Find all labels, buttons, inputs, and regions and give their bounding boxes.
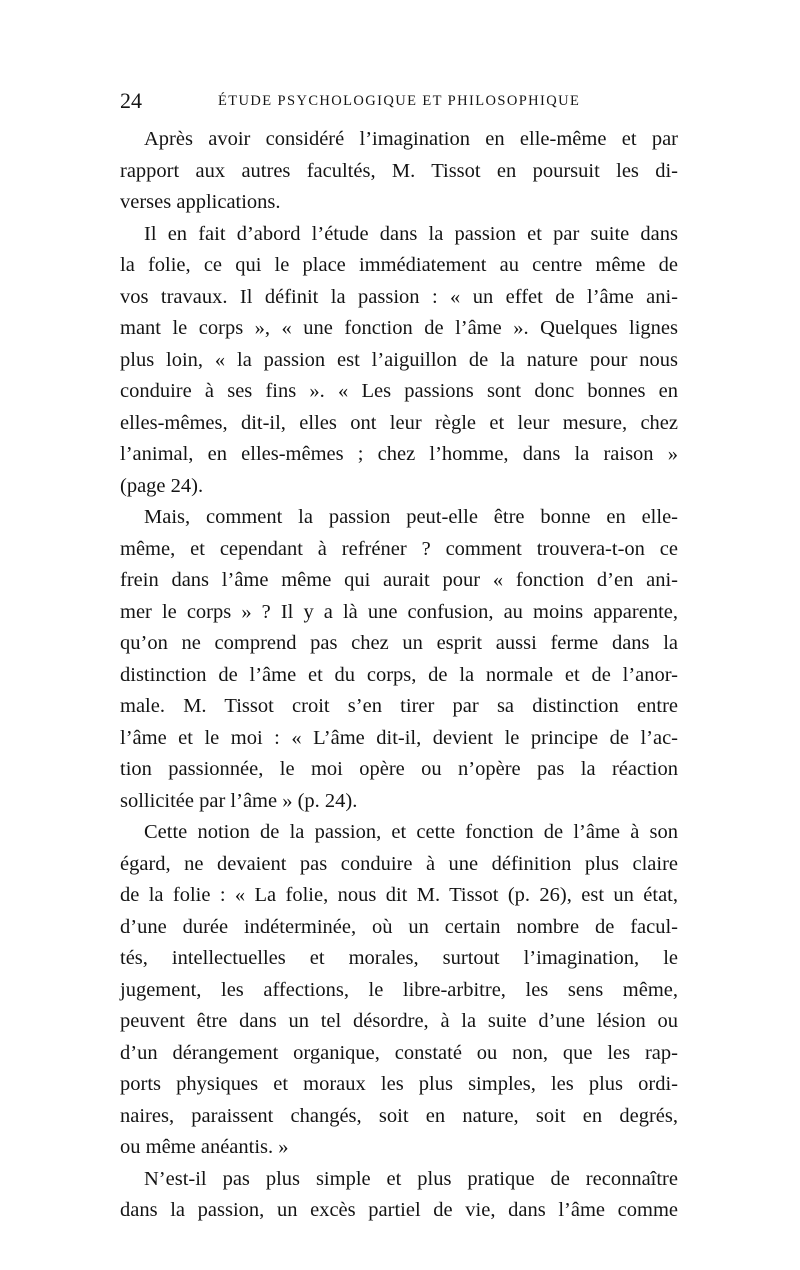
- text-line: Après avoir considéré l’imagination en elle-même et par: [144, 128, 678, 150]
- text-line: mant le corps », « une fonction de l’âme ». Quelques lignes: [120, 317, 678, 339]
- text-line: peuvent être dans un tel désordre, à la suite d’une lésion ou: [120, 1010, 678, 1032]
- text-line: elles-mêmes, dit-il, elles ont leur règle et leur mesure, chez: [120, 411, 678, 434]
- text-line: égard, ne devaient pas conduire à une définition plus claire: [120, 852, 678, 875]
- text-line: frein dans l’âme même qui aurait pour « fonction d’en ani-: [120, 569, 678, 591]
- text-line: jugement, les affections, le libre-arbitre, les sens même,: [120, 978, 678, 1001]
- text-line: sollicitée par l’âme » (p. 24).: [120, 789, 358, 812]
- body-text: [120, 124, 678, 1227]
- text-line: N’est-il pas plus simple et plus pratique de reconnaître: [144, 1167, 678, 1190]
- text-line: Mais, comment la passion peut-elle être bonne en elle-: [144, 506, 678, 528]
- page-number: 24: [120, 88, 142, 113]
- text-line: verses applications.: [120, 191, 281, 213]
- text-line: distinction de l’âme et du corps, de la normale et de l’anor-: [120, 663, 678, 686]
- text-line: ou même anéantis. »: [120, 1136, 289, 1158]
- text-line: l’âme et le moi : « L’âme dit-il, devient le principe de l’ac-: [120, 726, 678, 749]
- text-line: plus loin, « la passion est l’aiguillon de la nature pour nous: [120, 348, 678, 371]
- text-line: l’animal, en elles-mêmes ; chez l’homme, dans la raison »: [120, 443, 678, 465]
- text-line: rapport aux autres facultés, M. Tissot en poursuit les di-: [120, 159, 678, 182]
- text-line: même, et cependant à refréner ? comment trouvera-t-on ce: [120, 537, 678, 560]
- text-line: qu’on ne comprend pas chez un esprit aussi ferme dans la: [120, 632, 678, 654]
- text-line: Il en fait d’abord l’étude dans la passion et par suite dans: [144, 222, 678, 245]
- text-line: naires, paraissent changés, soit en nature, soit en degrés,: [120, 1104, 678, 1127]
- text-line: male. M. Tissot croit s’en tirer par sa distinction entre: [120, 695, 678, 717]
- text-line: d’une durée indéterminée, où un certain nombre de facul-: [120, 915, 678, 938]
- text-line: (page 24).: [120, 474, 204, 497]
- text-line: de la folie : « La folie, nous dit M. Tissot (p. 26), est un état,: [120, 884, 678, 906]
- text-line: dans la passion, un excès partiel de vie, dans l’âme comme: [120, 1199, 678, 1221]
- text-line: la folie, ce qui le place immédiatement au centre même de: [120, 254, 678, 276]
- text-line: tion passionnée, le moi opère ou n’opère pas la réaction: [120, 758, 678, 780]
- page-header: [120, 88, 680, 118]
- text-line: tés, intellectuelles et morales, surtout l’imagination, le: [120, 947, 678, 969]
- text-line: conduire à ses fins ». « Les passions sont donc bonnes en: [120, 380, 678, 402]
- text-line: Cette notion de la passion, et cette fonction de l’âme à son: [144, 821, 678, 843]
- running-title: ÉTUDE PSYCHOLOGIQUE ET PHILOSOPHIQUE: [218, 93, 581, 109]
- text-line: mer le corps » ? Il y a là une confusion, au moins apparente,: [120, 600, 678, 623]
- text-line: d’un dérangement organique, constaté ou non, que les rap-: [120, 1041, 678, 1064]
- text-line: ports physiques et moraux les plus simples, les plus ordi-: [120, 1073, 678, 1095]
- text-line: vos travaux. Il définit la passion : « un effet de l’âme ani-: [120, 285, 678, 308]
